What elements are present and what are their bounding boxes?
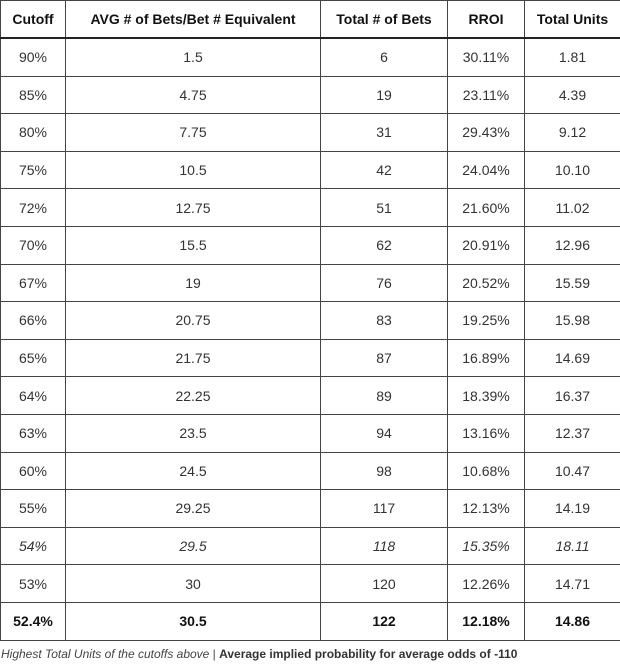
cell-cutoff: 64% bbox=[1, 377, 66, 415]
cell-total-units: 9.12 bbox=[525, 114, 620, 152]
cell-total-bets: 62 bbox=[321, 226, 448, 264]
cell-cutoff: 67% bbox=[1, 264, 66, 302]
cell-avg-bets: 21.75 bbox=[66, 339, 321, 377]
cell-total-units: 10.10 bbox=[525, 151, 620, 189]
cell-total-bets: 117 bbox=[321, 490, 448, 528]
cell-cutoff: 70% bbox=[1, 226, 66, 264]
table-row bbox=[1, 602, 620, 640]
cell-avg-bets: 30 bbox=[66, 565, 321, 603]
header-cutoff: Cutoff bbox=[1, 1, 66, 39]
caption-separator: | bbox=[209, 647, 220, 661]
cell-rroi: 20.52% bbox=[448, 264, 525, 302]
table-row bbox=[1, 226, 620, 264]
cell-avg-bets: 12.75 bbox=[66, 189, 321, 227]
cell-avg-bets: 24.5 bbox=[66, 452, 321, 490]
cell-total-bets: 122 bbox=[321, 602, 448, 640]
cell-total-bets: 94 bbox=[321, 414, 448, 452]
table-row bbox=[1, 189, 620, 227]
table-body bbox=[1, 38, 620, 640]
cell-total-units: 15.98 bbox=[525, 302, 620, 340]
table-row bbox=[1, 565, 620, 603]
cell-rroi: 23.11% bbox=[448, 76, 525, 114]
cell-avg-bets: 4.75 bbox=[66, 76, 321, 114]
table-row bbox=[1, 527, 620, 565]
caption-bold-note: Average implied probability for average odds of -110 bbox=[219, 647, 518, 661]
cell-total-bets: 19 bbox=[321, 76, 448, 114]
cell-rroi: 16.89% bbox=[448, 339, 525, 377]
cell-avg-bets: 29.25 bbox=[66, 490, 321, 528]
cell-cutoff: 53% bbox=[1, 565, 66, 603]
cell-total-units: 18.11 bbox=[525, 527, 620, 565]
cell-cutoff: 65% bbox=[1, 339, 66, 377]
cell-total-bets: 6 bbox=[321, 38, 448, 76]
cell-total-units: 4.39 bbox=[525, 76, 620, 114]
cell-total-bets: 42 bbox=[321, 151, 448, 189]
cell-cutoff: 90% bbox=[1, 38, 66, 76]
cell-avg-bets: 22.25 bbox=[66, 377, 321, 415]
table-header bbox=[1, 1, 620, 39]
cell-rroi: 12.13% bbox=[448, 490, 525, 528]
cell-total-units: 16.37 bbox=[525, 377, 620, 415]
table-row bbox=[1, 302, 620, 340]
cell-cutoff: 54% bbox=[1, 527, 66, 565]
cell-total-units: 11.02 bbox=[525, 189, 620, 227]
cell-total-bets: 83 bbox=[321, 302, 448, 340]
cell-avg-bets: 30.5 bbox=[66, 602, 321, 640]
header-total-bets: Total # of Bets bbox=[321, 1, 448, 39]
cell-total-units: 12.96 bbox=[525, 226, 620, 264]
cell-total-bets: 89 bbox=[321, 377, 448, 415]
cell-total-units: 15.59 bbox=[525, 264, 620, 302]
table-row bbox=[1, 151, 620, 189]
table-row bbox=[1, 114, 620, 152]
cell-rroi: 30.11% bbox=[448, 38, 525, 76]
cell-rroi: 15.35% bbox=[448, 527, 525, 565]
cell-avg-bets: 7.75 bbox=[66, 114, 321, 152]
cell-cutoff: 66% bbox=[1, 302, 66, 340]
cell-cutoff: 63% bbox=[1, 414, 66, 452]
header-total-units: Total Units bbox=[525, 1, 620, 39]
cell-cutoff: 60% bbox=[1, 452, 66, 490]
cell-rroi: 20.91% bbox=[448, 226, 525, 264]
cell-rroi: 12.18% bbox=[448, 602, 525, 640]
cell-total-units: 14.19 bbox=[525, 490, 620, 528]
cell-total-bets: 31 bbox=[321, 114, 448, 152]
cell-rroi: 29.43% bbox=[448, 114, 525, 152]
cell-total-units: 10.47 bbox=[525, 452, 620, 490]
cell-total-bets: 120 bbox=[321, 565, 448, 603]
cell-avg-bets: 20.75 bbox=[66, 302, 321, 340]
cell-total-bets: 87 bbox=[321, 339, 448, 377]
cell-total-units: 14.71 bbox=[525, 565, 620, 603]
cell-cutoff: 72% bbox=[1, 189, 66, 227]
caption-italic-note: Highest Total Units of the cutoffs above bbox=[1, 647, 210, 661]
cell-rroi: 18.39% bbox=[448, 377, 525, 415]
cell-total-bets: 98 bbox=[321, 452, 448, 490]
cell-cutoff: 52.4% bbox=[1, 602, 66, 640]
cell-total-units: 12.37 bbox=[525, 414, 620, 452]
table-row bbox=[1, 339, 620, 377]
cell-rroi: 19.25% bbox=[448, 302, 525, 340]
table-row bbox=[1, 38, 620, 76]
header-row bbox=[1, 1, 620, 39]
header-rroi: RROI bbox=[448, 1, 525, 39]
table-row bbox=[1, 377, 620, 415]
cell-cutoff: 55% bbox=[1, 490, 66, 528]
table-caption bbox=[1, 646, 517, 662]
cell-total-bets: 118 bbox=[321, 527, 448, 565]
cell-rroi: 13.16% bbox=[448, 414, 525, 452]
cell-cutoff: 85% bbox=[1, 76, 66, 114]
table-row bbox=[1, 452, 620, 490]
cell-total-units: 14.69 bbox=[525, 339, 620, 377]
cell-rroi: 12.26% bbox=[448, 565, 525, 603]
cell-cutoff: 75% bbox=[1, 151, 66, 189]
cell-total-bets: 51 bbox=[321, 189, 448, 227]
table-row bbox=[1, 76, 620, 114]
table-row bbox=[1, 490, 620, 528]
cell-avg-bets: 1.5 bbox=[66, 38, 321, 76]
cell-avg-bets: 29.5 bbox=[66, 527, 321, 565]
cell-cutoff: 80% bbox=[1, 114, 66, 152]
cell-avg-bets: 19 bbox=[66, 264, 321, 302]
cell-rroi: 21.60% bbox=[448, 189, 525, 227]
cell-total-units: 1.81 bbox=[525, 38, 620, 76]
table-row bbox=[1, 414, 620, 452]
cell-avg-bets: 10.5 bbox=[66, 151, 321, 189]
header-avg-bets: AVG # of Bets/Bet # Equivalent bbox=[66, 1, 321, 39]
table-row bbox=[1, 264, 620, 302]
cell-total-bets: 76 bbox=[321, 264, 448, 302]
cell-total-units: 14.86 bbox=[525, 602, 620, 640]
cell-avg-bets: 23.5 bbox=[66, 414, 321, 452]
cell-avg-bets: 15.5 bbox=[66, 226, 321, 264]
cell-rroi: 24.04% bbox=[448, 151, 525, 189]
cell-rroi: 10.68% bbox=[448, 452, 525, 490]
